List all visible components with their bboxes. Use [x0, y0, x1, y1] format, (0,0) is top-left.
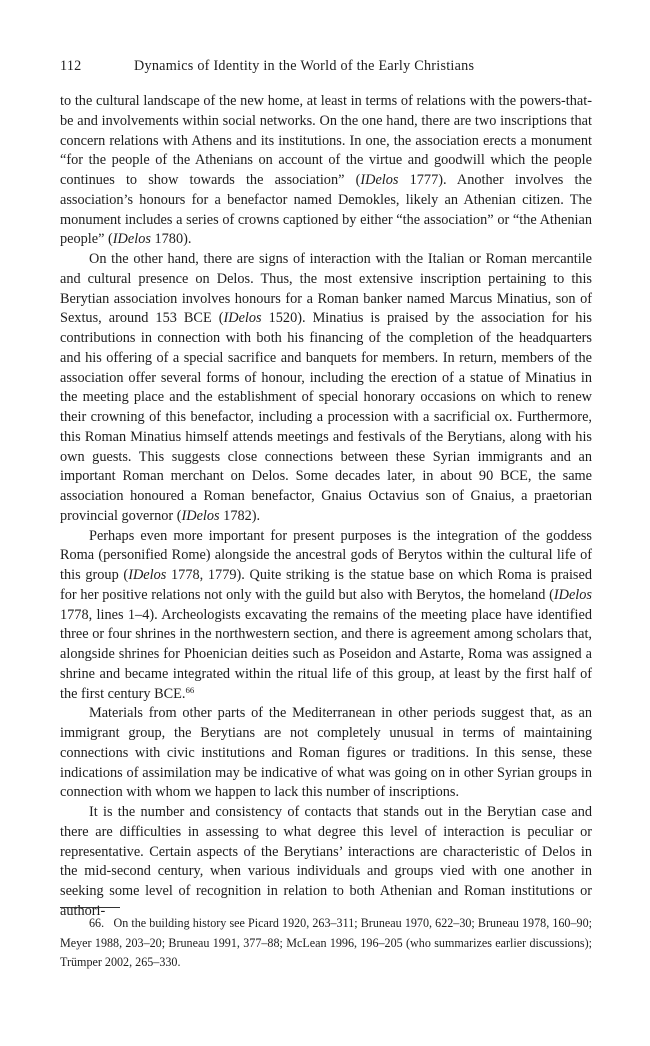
paragraph-text: 1782). [219, 507, 261, 524]
italic-citation: IDelos [360, 172, 399, 188]
footnote-text: On the building history see Picard 1920, 263–311; Bruneau 1970, 622–30; Bruneau 1978, 160–90; Meyer 1988, 203–20; Bruneau 1991, 377–88; McLean 1996, 196–205 (who summarizes earlier discussions); Trümper 2002, 265–330. [60, 916, 592, 970]
page-number: 112 [60, 58, 82, 74]
body-text [60, 92, 592, 922]
paragraph-text: 1778, 1779). Quite striking is the statue base on which Roma is praised for her positive relations not only with the guild but also with Berytos, the homeland ( [60, 567, 592, 603]
paragraph [60, 92, 592, 250]
paragraph-text: Perhaps even more important for present purposes is the integration of the goddess Roma (personified Rome) alongside the ancestral gods of Berytos within the cultural life of this group ( [60, 527, 592, 583]
paragraph-text: Materials from other parts of the Mediterranean in other periods suggest that, as an immigrant group, the Berytians are not completely unusual in terms of maintaining connections with civic institutions and Roman figures or traditions. In this sense, these indications of assimilation may be indicative of what was going on in other Syrian groups in connection with whom we happen to lack this number of inscriptions. [60, 705, 592, 801]
italic-citation: IDelos [553, 586, 592, 603]
footnote [60, 914, 592, 973]
footnote-number: 66. [89, 916, 105, 930]
paragraph-text: 1520). Minatius is praised by the association for his contributions in connection with both his financing of the completion of the headquarters and his offering of a special sacrifice and banquets for members. In return, members of the association offer several forms of honour, including the erection of a statue of Minatius in the meeting place and the establishment of special honorary occasions on which to renew their crowning of this benefactor, including a procession with a sacrificial ox. Furthermore, this Roman Minatius himself attends meetings and festivals of the Berytians, along with his own guests. This suggests close connections between these Syrian immigrants and an important Roman merchant on Delos. Some decades later, in about 90 BCE, the same association honoured a Roman benefactor, Gnaius Octavius son of Gnaius, a praetorian provincial governor ( [60, 310, 592, 524]
italic-citation: IDelos [181, 507, 220, 524]
paragraph [60, 250, 592, 527]
paragraph-text: On the other hand, there are signs of interaction with the Italian or Roman mercantile and cultural presence on Delos. Thus, the most extensive inscription pertaining to this Berytian association involves honours for a Roman banker named Marcus Minatius, son of Sextus, around 153 BCE ( [60, 251, 592, 327]
running-head [60, 58, 592, 80]
italic-citation: IDelos [128, 567, 167, 583]
paragraph [60, 803, 592, 922]
italic-citation: IDelos [223, 310, 262, 327]
footnote-marker: 66 [185, 684, 195, 695]
paragraph-text: 1778, lines 1–4). Archeologists excavating the remains of the meeting place have identified three or four shrines in the northwestern section, and there is agreement among scholars that, alongside shrines for Phoenician deities such as Poseidon and Astarte, Roma was assigned a shrine and became integrated within the ritual life of this group, at least by the first half of the first century BCE. [60, 606, 592, 702]
paragraph-text: 1777). Another involves the association’s honours for a benefactor named Demokles, likely an Athenian citizen. The monument includes a series of crowns captioned by either “the association” or “the Athenian people” ( [60, 172, 592, 248]
italic-citation: IDelos [112, 231, 151, 248]
paragraph [60, 704, 592, 803]
paragraph-text: to the cultural landscape of the new home, at least in terms of relations with the powers-that-be and involvements within social networks. On the one hand, there are two inscriptions that concern relations with Athens and its institutions. In one, the association erects a monument “for the people of the Athenians on account of the virtue and goodwill which the people continues to show towards the association” ( [60, 93, 592, 188]
paragraph-text: It is the number and consistency of contacts that stands out in the Berytian case and there are difficulties in assessing to what degree this level of interaction is peculiar or representative. Certain aspects of the Berytians’ interactions are characteristic of Delos in the mid-second century, when various individuals and groups vied with one another in seeking some level of recognition in relation to both Athenian and Roman institutions or authori- [60, 804, 592, 919]
footnote-rule [60, 907, 120, 908]
paragraph-text: 1780). [150, 231, 192, 248]
running-title: Dynamics of Identity in the World of the Early Christians [134, 58, 475, 74]
paragraph [60, 527, 592, 705]
